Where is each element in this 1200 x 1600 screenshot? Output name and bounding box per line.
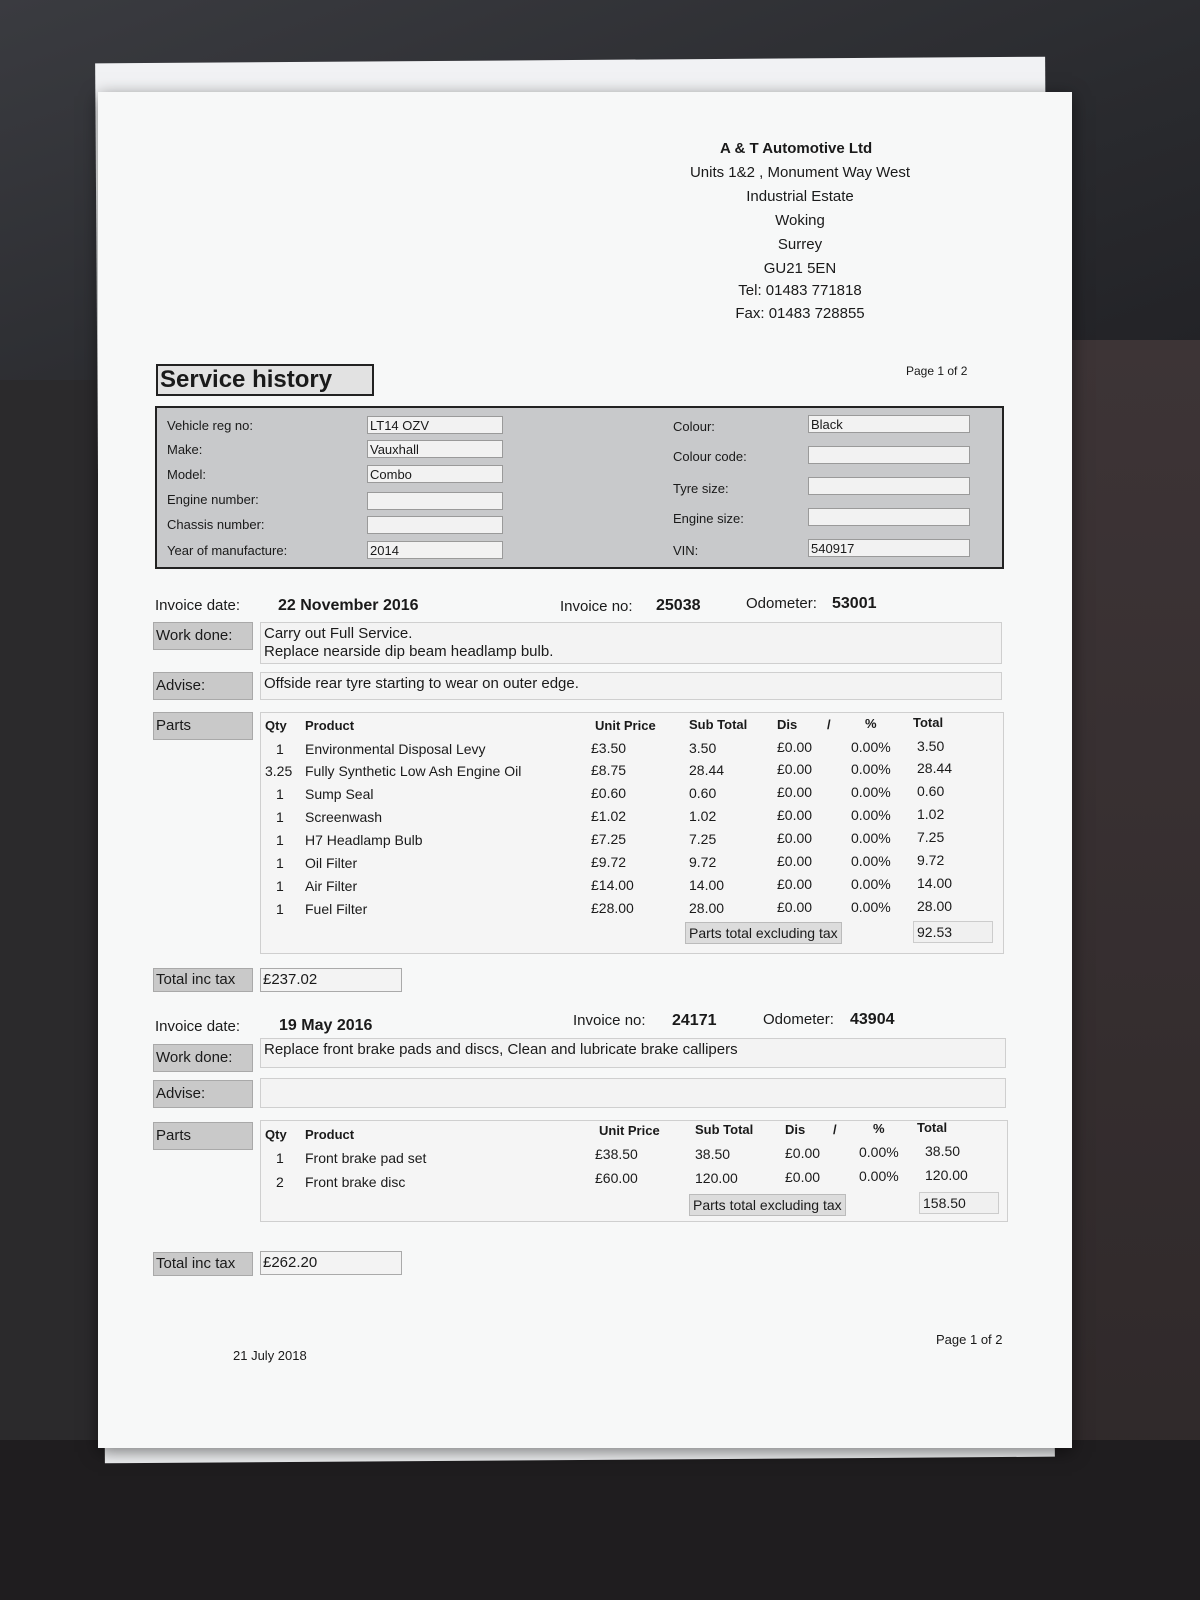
- part-qty: 1: [276, 901, 284, 917]
- part-pct: 0.00%: [851, 853, 891, 869]
- company-address-5: GU21 5EN: [763, 260, 837, 277]
- part-pct: 0.00%: [851, 899, 891, 915]
- part-unit: £9.72: [591, 854, 627, 870]
- part-unit: £1.02: [591, 808, 627, 824]
- work-done-line: Replace nearside dip beam headlamp bulb.: [264, 643, 554, 660]
- invoice-no: 25038: [656, 597, 701, 614]
- part-pct: 0.00%: [851, 761, 891, 777]
- tyre-size-field: [808, 477, 970, 495]
- part-unit: £14.00: [591, 877, 634, 893]
- total-inc-tax-label: Total inc tax: [153, 1252, 253, 1276]
- part-sub: 14.00: [689, 877, 725, 893]
- service-history-page: [98, 92, 1072, 1448]
- part-product: Front brake disc: [305, 1174, 406, 1190]
- part-dis: £0.00: [777, 830, 813, 846]
- colour-label: Colour:: [673, 419, 715, 434]
- col-unit-price: Unit Price: [595, 718, 656, 733]
- advise-label: Advise:: [153, 672, 253, 700]
- col-pct: %: [865, 716, 877, 731]
- part-dis: £0.00: [777, 784, 813, 800]
- parts-label: Parts: [153, 712, 253, 740]
- total-inc-tax-value: £262.20: [260, 1251, 402, 1275]
- make-field: Vauxhall: [367, 440, 503, 458]
- parts-total-value: 158.50: [919, 1192, 999, 1214]
- engine-number-field: [367, 492, 503, 510]
- odometer: 43904: [850, 1011, 895, 1028]
- part-sub: 0.60: [689, 785, 717, 801]
- part-product: H7 Headlamp Bulb: [305, 832, 423, 848]
- col-dis: Dis: [777, 717, 798, 732]
- part-total: 1.02: [917, 806, 945, 822]
- chassis-label: Chassis number:: [167, 517, 265, 532]
- part-dis: £0.00: [785, 1169, 821, 1185]
- part-unit: £8.75: [591, 762, 627, 778]
- vin-label: VIN:: [673, 543, 699, 558]
- parts-total-label: Parts total excluding tax: [689, 1194, 846, 1216]
- part-unit: £0.60: [591, 785, 627, 801]
- work-done-line: Replace front brake pads and discs, Clean and lubricate brake callipers: [264, 1041, 738, 1058]
- work-done-box: [260, 1038, 1006, 1068]
- part-qty: 1: [276, 786, 284, 802]
- odometer-label: Odometer:: [746, 595, 817, 612]
- part-dis: £0.00: [777, 899, 813, 915]
- work-done-box: [260, 622, 1002, 664]
- total-inc-tax-label: Total inc tax: [153, 968, 253, 992]
- part-qty: 1: [276, 832, 284, 848]
- advise-box: [260, 1078, 1006, 1108]
- col-slash: /: [833, 1122, 837, 1137]
- part-qty: 1: [276, 809, 284, 825]
- vin-field: 540917: [808, 539, 970, 557]
- col-unit-price: Unit Price: [599, 1123, 660, 1138]
- year-field: 2014: [367, 541, 503, 559]
- part-pct: 0.00%: [851, 807, 891, 823]
- part-total: 0.60: [917, 783, 945, 799]
- work-done-line: Carry out Full Service.: [264, 625, 413, 642]
- part-total: 3.50: [917, 738, 945, 754]
- part-pct: 0.00%: [859, 1168, 899, 1184]
- parts-total-label: Parts total excluding tax: [685, 922, 842, 944]
- part-product: Fully Synthetic Low Ash Engine Oil: [305, 763, 522, 779]
- advise-label: Advise:: [153, 1080, 253, 1108]
- part-unit: £38.50: [595, 1146, 638, 1162]
- col-sub-total: Sub Total: [689, 717, 748, 732]
- company-tel: Tel: 01483 771818: [738, 282, 862, 299]
- part-qty: 3.25: [265, 763, 293, 779]
- part-sub: 1.02: [689, 808, 717, 824]
- invoice-no-label: Invoice no:: [573, 1012, 646, 1029]
- part-product: Environmental Disposal Levy: [305, 741, 486, 757]
- col-sub-total: Sub Total: [695, 1122, 754, 1137]
- reg-label: Vehicle reg no:: [167, 418, 254, 433]
- part-unit: £3.50: [591, 740, 627, 756]
- part-pct: 0.00%: [859, 1144, 899, 1160]
- part-dis: £0.00: [777, 853, 813, 869]
- part-total: 7.25: [917, 829, 945, 845]
- part-sub: 3.50: [689, 740, 717, 756]
- work-done-label: Work done:: [153, 1044, 253, 1072]
- page-number-header: Page 1 of 2: [906, 364, 968, 378]
- col-product: Product: [305, 1127, 355, 1142]
- part-unit: £7.25: [591, 831, 627, 847]
- invoice-date: 22 November 2016: [278, 597, 419, 614]
- work-done-label: Work done:: [153, 622, 253, 650]
- part-product: Fuel Filter: [305, 901, 368, 917]
- company-address-3: Woking: [775, 212, 825, 229]
- engine-size-field: [808, 508, 970, 526]
- invoice-date-label: Invoice date:: [155, 1018, 241, 1035]
- chassis-field: [367, 516, 503, 534]
- part-dis: £0.00: [777, 761, 813, 777]
- colour-code-label: Colour code:: [673, 449, 747, 464]
- part-total: 38.50: [925, 1143, 961, 1159]
- part-total: 14.00: [917, 875, 953, 891]
- reg-field: LT14 OZV: [367, 416, 503, 434]
- background-bottom: [0, 1440, 1200, 1600]
- invoice-date: 19 May 2016: [279, 1017, 373, 1034]
- part-dis: £0.00: [777, 807, 813, 823]
- colour-code-field: [808, 446, 970, 464]
- part-product: Front brake pad set: [305, 1150, 427, 1166]
- engine-size-label: Engine size:: [673, 511, 744, 526]
- part-sub: 120.00: [695, 1170, 738, 1186]
- tyre-size-label: Tyre size:: [673, 481, 729, 496]
- part-dis: £0.00: [785, 1145, 821, 1161]
- part-sub: 7.25: [689, 831, 717, 847]
- part-sub: 38.50: [695, 1146, 731, 1162]
- company-fax: Fax: 01483 728855: [735, 305, 865, 322]
- part-product: Sump Seal: [305, 786, 374, 802]
- col-total: Total: [917, 1120, 948, 1135]
- vehicle-details-panel: [155, 406, 1004, 569]
- part-pct: 0.00%: [851, 739, 891, 755]
- part-sub: 28.00: [689, 900, 725, 916]
- col-qty: Qty: [265, 718, 287, 733]
- model-field: Combo: [367, 465, 503, 483]
- part-pct: 0.00%: [851, 784, 891, 800]
- company-address-1: Units 1&2 , Monument Way West: [689, 164, 911, 181]
- part-dis: £0.00: [777, 739, 813, 755]
- part-qty: 1: [276, 855, 284, 871]
- col-total: Total: [913, 715, 944, 730]
- part-dis: £0.00: [777, 876, 813, 892]
- year-label: Year of manufacture:: [167, 543, 288, 558]
- invoice-date-label: Invoice date:: [155, 597, 241, 614]
- part-qty: 1: [276, 741, 284, 757]
- engine-number-label: Engine number:: [167, 492, 259, 507]
- total-inc-tax-value: £237.02: [260, 968, 402, 992]
- advise-box: [260, 672, 1002, 700]
- part-sub: 28.44: [689, 762, 725, 778]
- parts-table: [260, 1120, 1008, 1222]
- col-product: Product: [305, 718, 355, 733]
- page-number-footer: Page 1 of 2: [936, 1332, 1003, 1347]
- company-address-2: Industrial Estate: [746, 188, 854, 205]
- part-pct: 0.00%: [851, 830, 891, 846]
- model-label: Model:: [167, 467, 207, 482]
- company-name: A & T Automotive Ltd: [720, 140, 873, 157]
- col-pct: %: [873, 1121, 885, 1136]
- part-pct: 0.00%: [851, 876, 891, 892]
- part-unit: £28.00: [591, 900, 634, 916]
- colour-field: Black: [808, 415, 970, 433]
- part-unit: £60.00: [595, 1170, 638, 1186]
- part-total: 28.00: [917, 898, 953, 914]
- parts-label: Parts: [153, 1122, 253, 1150]
- part-product: Screenwash: [305, 809, 383, 825]
- part-qty: 2: [276, 1174, 284, 1190]
- make-label: Make:: [167, 442, 203, 457]
- part-qty: 1: [276, 1150, 284, 1166]
- part-product: Air Filter: [305, 878, 358, 894]
- part-total: 28.44: [917, 760, 953, 776]
- part-total: 120.00: [925, 1167, 968, 1183]
- company-address-4: Surrey: [777, 236, 823, 253]
- print-date: 21 July 2018: [233, 1348, 307, 1363]
- page-title: Service history: [156, 364, 374, 396]
- part-total: 9.72: [917, 852, 945, 868]
- col-dis: Dis: [785, 1122, 806, 1137]
- odometer-label: Odometer:: [763, 1011, 834, 1028]
- col-qty: Qty: [265, 1127, 287, 1142]
- parts-table: [260, 712, 1004, 954]
- advise-text: Offside rear tyre starting to wear on outer edge.: [264, 675, 579, 692]
- col-slash: /: [827, 717, 831, 732]
- part-qty: 1: [276, 878, 284, 894]
- invoice-no: 24171: [672, 1012, 717, 1029]
- part-sub: 9.72: [689, 854, 717, 870]
- part-product: Oil Filter: [305, 855, 358, 871]
- odometer: 53001: [832, 595, 877, 612]
- invoice-no-label: Invoice no:: [560, 598, 633, 615]
- parts-total-value: 92.53: [913, 921, 993, 943]
